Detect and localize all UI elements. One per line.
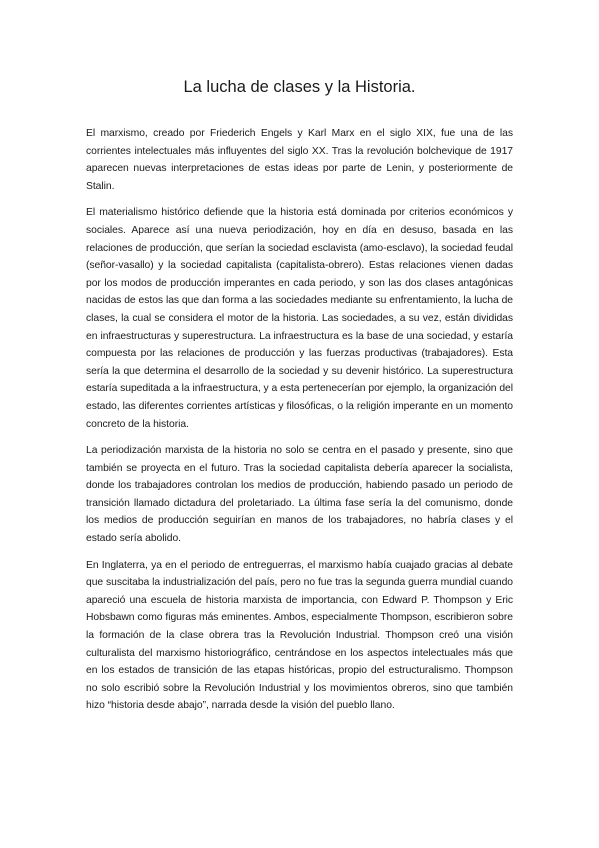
paragraph-inglaterra: En Inglaterra, ya en el periodo de entreguerras, el marxismo había cuajado gracias al debate que suscitaba la industrialización del país, pero no fue tras la segunda guerra mundial cuando apareció una escuela de historia marxista de importancia, con Edward P. Thompson y Eric Hobsbawn como figuras más eminentes. Ambos, especialmente Thompson, escribieron sobre la formación de la clase obrera tras la Revolución Industrial. Thompson creó una visión culturalista del marxismo historiográfico, centrándose en los aspectos intelectuales más que en los estados de transición de las etapas históricas, propio del estructuralismo. Thompson no solo escribió sobre la Revolución Industrial y los movimientos obreros, sino que también hizo “historia desde abajo”, narrada desde la visión del pueblo llano. xyxy=(86,559,513,712)
paragraph-materialismo: El materialismo histórico defiende que la historia está dominada por criterios económicos y sociales. Aparece así una nueva periodización, hoy en día en desuso, basada en las relaciones de producción, que serían la sociedad esclavista (amo-esclavo), la sociedad feudal (señor-vasallo) y la sociedad capitalista (capitalista-obrero). Estas relaciones vienen dadas por los modos de producción imperantes en cada periodo, y son las dos clases antagónicas nacidas de estos las que dan forma a las sociedades mediante su enfrentamiento, la lucha de clases, la cual se considera el motor de la historia. Las sociedades, a su vez, están divididas en infraestructuras y superestructura. La infraestructura es la base de una sociedad, y estaría compuesta por las relaciones de producción y las fuerzas productivas (trabajadores). Esta sería la que determina el desarrollo de la sociedad y su devenir histórico. La superestructura estaría supeditada a la infraestructura, y a esta pertenecerían por ejemplo, la organización del estado, las diferentes corrientes artísticas y filosóficas, o la religión imperante en un momento concreto de la historia. xyxy=(86,207,513,430)
document-title: La lucha de clases y la Historia. xyxy=(183,78,416,96)
document-body xyxy=(86,125,513,724)
paragraph-periodizacion: La periodización marxista de la historia no solo se centra en el pasado y presente, sino que también se proyecta en el futuro. Tras la sociedad capitalista debería aparecer la socialista, donde los trabajadores controlan los medios de producción, habiendo pasado un periodo de transición llamado dictadura del proletariado. La última fase sería la del comunismo, donde los medios de producción seguirían en manos de los trabajadores, no habría clases y el estado sería abolido. xyxy=(86,445,513,545)
paragraph-intro: El marxismo, creado por Friederich Engels y Karl Marx en el siglo XIX, fue una de las corrientes intelectuales más influyentes del siglo XX. Tras la revolución bolchevique de 1917 aparecen nuevas interpretaciones de estas ideas por parte de Lenin, y posteriormente de Stalin. xyxy=(86,128,513,192)
